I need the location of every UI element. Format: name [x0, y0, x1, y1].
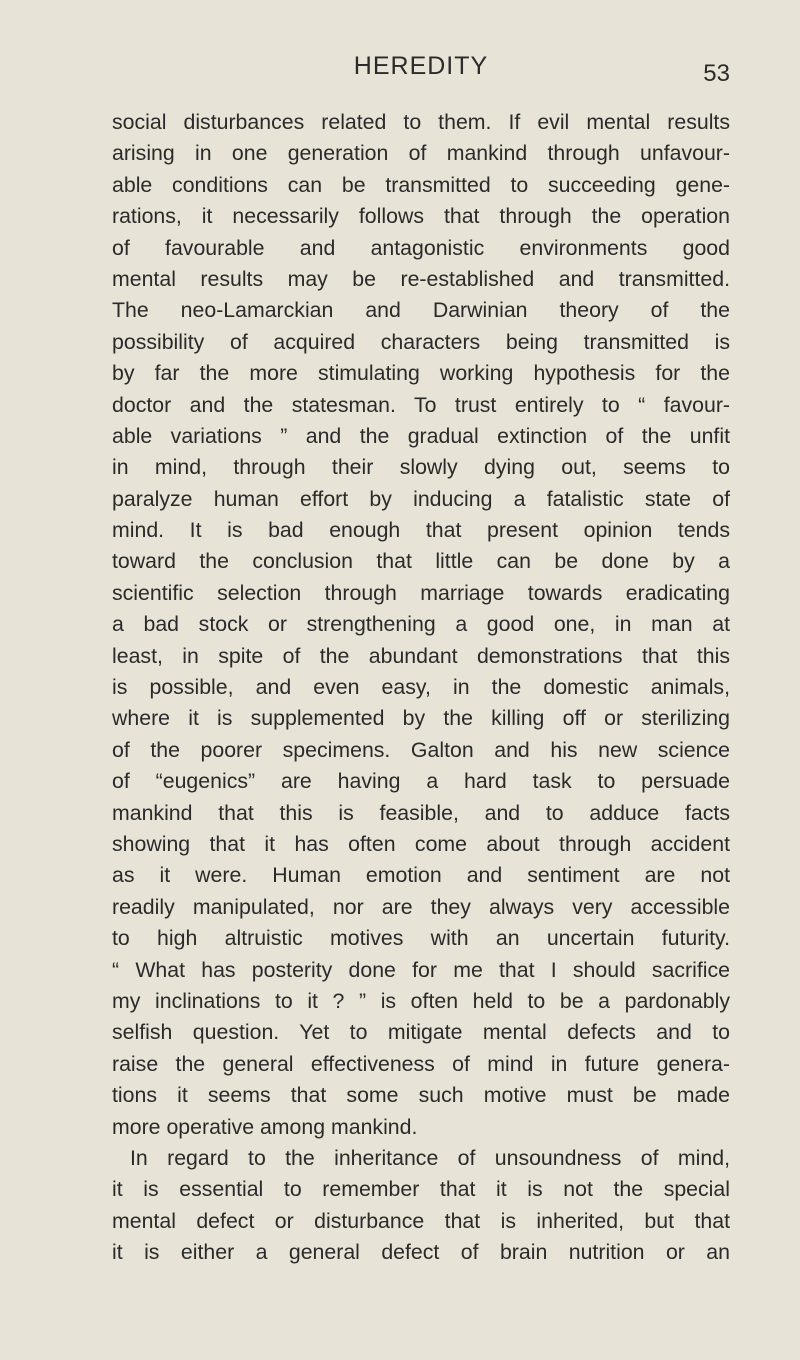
text-line: able conditions can be transmitted to succeeding gene- [112, 172, 730, 197]
text-line: selfish question. Yet to mitigate mental defects and to [112, 1020, 730, 1045]
text-line: mental results may be re-established and transmitted. [112, 266, 730, 291]
text-line: readily manipulated, nor are they always very accessible [112, 894, 730, 919]
text-line: scientific selection through marriage towards eradicating [112, 580, 730, 605]
text-line: mental defect or disturbance that is inherited, but that [112, 1208, 730, 1233]
text-line: my inclinations to it ? ” is often held to be a pardonably [112, 988, 730, 1013]
text-line: social disturbances related to them. If evil mental results [112, 110, 730, 134]
text-line: paralyze human effort by inducing a fatalistic state of [112, 486, 730, 511]
paragraph-end-line: more operative among mankind. [112, 1114, 418, 1139]
text-line: to high altruistic motives with an uncertain futurity. [112, 926, 730, 951]
text-line: “ What has posterity done for me that I should sacrifice [112, 957, 730, 982]
paragraph-start-line: In regard to the inheritance of unsoundness of mind, [130, 1145, 730, 1170]
text-line: of the poorer specimens. Galton and his new science [112, 737, 730, 762]
text-line: doctor and the statesman. To trust entirely to “ favour- [112, 392, 730, 417]
text-line: mind. It is bad enough that present opinion tends [112, 518, 730, 543]
text-line: The neo-Lamarckian and Darwinian theory of the [112, 298, 730, 323]
running-head: HEREDITY [353, 52, 489, 80]
text-line: is possible, and even easy, in the domestic animals, [112, 675, 730, 700]
text-line: it is either a general defect of brain nutrition or an [112, 1240, 730, 1265]
text-line: showing that it has often come about through accident [112, 831, 730, 856]
text-line: tions it seems that some such motive must be made [112, 1083, 730, 1108]
text-line: able variations ” and the gradual extinction of the unfit [112, 423, 730, 448]
text-line: rations, it necessarily follows that through the operation [112, 204, 730, 229]
text-line: of “eugenics” are having a hard task to persuade [112, 769, 730, 794]
text-line: raise the general effectiveness of mind in future genera- [112, 1051, 730, 1076]
text-line: by far the more stimulating working hypothesis for the [112, 361, 730, 386]
page-number: 53 [703, 60, 730, 87]
page-header [112, 52, 730, 92]
text-line: arising in one generation of mankind through unfavour- [112, 141, 730, 166]
text-line: in mind, through their slowly dying out, seems to [112, 455, 730, 480]
text-line: as it were. Human emotion and sentiment are not [112, 863, 730, 888]
text-line: of favourable and antagonistic environments good [112, 235, 730, 260]
text-line: where it is supplemented by the killing off or sterilizing [112, 706, 730, 731]
body-text [112, 107, 730, 1268]
text-line: least, in spite of the abundant demonstrations that this [112, 643, 730, 668]
text-line: a bad stock or strengthening a good one, in man at [112, 612, 730, 637]
text-line: possibility of acquired characters being transmitted is [112, 329, 730, 354]
text-line: mankind that this is feasible, and to adduce facts [112, 800, 730, 825]
text-line: it is essential to remember that it is not the special [112, 1177, 730, 1202]
text-line: toward the conclusion that little can be done by a [112, 549, 730, 574]
